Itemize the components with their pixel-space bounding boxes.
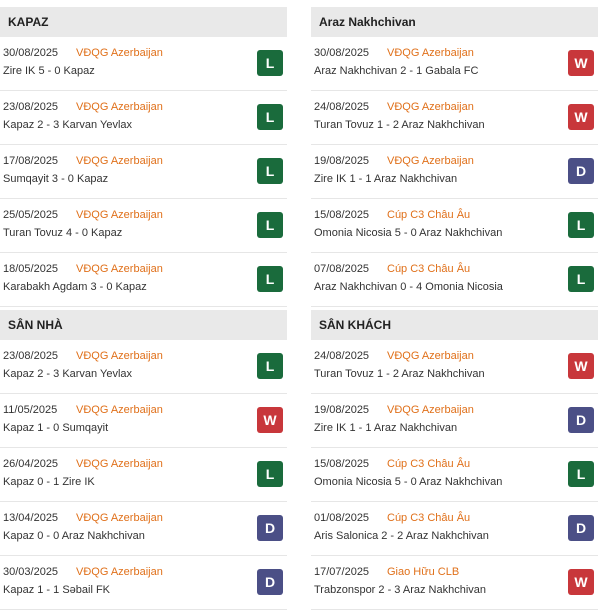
match-league[interactable]: VĐQG Azerbaijan — [76, 263, 163, 275]
match-date: 30/08/2025 — [314, 47, 370, 59]
match-date: 26/04/2025 — [3, 458, 59, 470]
match-score: Turan Tovuz 4 - 0 Kapaz — [3, 227, 123, 239]
section-title: KAPAZ — [8, 15, 49, 29]
match-league[interactable]: VĐQG Azerbaijan — [76, 101, 163, 113]
match-date: 24/08/2025 — [314, 101, 370, 113]
match-score: Aris Salonica 2 - 2 Araz Nakhchivan — [314, 530, 489, 542]
section-header-araz — [311, 7, 598, 37]
match-score: Karabakh Agdam 3 - 0 Kapaz — [3, 281, 147, 293]
match-row[interactable] — [311, 253, 598, 307]
result-badge: D — [257, 515, 283, 541]
match-league[interactable]: Cúp C3 Châu Âu — [387, 458, 471, 470]
match-date: 11/05/2025 — [3, 404, 58, 416]
match-league[interactable]: VĐQG Azerbaijan — [76, 350, 163, 362]
match-league[interactable]: VĐQG Azerbaijan — [76, 155, 163, 167]
result-badge: W — [568, 104, 594, 130]
match-row[interactable] — [0, 199, 287, 253]
match-score: Araz Nakhchivan 0 - 4 Omonia Nicosia — [314, 281, 503, 293]
result-badge: L — [568, 266, 594, 292]
result-badge: L — [257, 353, 283, 379]
match-row[interactable] — [0, 556, 287, 610]
match-row[interactable] — [311, 199, 598, 253]
section-title: Araz Nakhchivan — [319, 15, 416, 29]
match-score: Kapaz 1 - 0 Sumqayit — [3, 422, 109, 434]
match-date: 23/08/2025 — [3, 350, 59, 362]
match-score: Trabzonspor 2 - 3 Araz Nakhchivan — [314, 584, 487, 596]
match-score: Omonia Nicosia 5 - 0 Araz Nakhchivan — [314, 227, 503, 239]
match-row[interactable] — [311, 37, 598, 91]
match-league[interactable]: Cúp C3 Châu Âu — [387, 512, 471, 524]
match-score: Sumqayit 3 - 0 Kapaz — [3, 173, 109, 185]
match-league[interactable]: VĐQG Azerbaijan — [76, 404, 163, 416]
match-row[interactable] — [0, 340, 287, 394]
match-date: 17/07/2025 — [314, 566, 370, 578]
match-list-araz — [311, 37, 598, 307]
match-date: 13/04/2025 — [3, 512, 59, 524]
match-row[interactable] — [0, 91, 287, 145]
match-row[interactable] — [311, 556, 598, 610]
match-league[interactable]: Cúp C3 Châu Âu — [387, 263, 471, 275]
match-league[interactable]: VĐQG Azerbaijan — [387, 47, 474, 59]
section-header-san-khach — [311, 310, 598, 340]
match-league[interactable]: VĐQG Azerbaijan — [76, 458, 163, 470]
result-badge: D — [257, 569, 283, 595]
match-row[interactable] — [311, 145, 598, 199]
match-score: Kapaz 2 - 3 Karvan Yevlax — [3, 368, 133, 380]
match-score: Turan Tovuz 1 - 2 Araz Nakhchivan — [314, 368, 485, 380]
section-header-kapaz — [0, 7, 287, 37]
result-badge: L — [257, 266, 283, 292]
match-date: 24/08/2025 — [314, 350, 370, 362]
match-row[interactable] — [0, 448, 287, 502]
match-score: Kapaz 1 - 1 Səbail FK — [3, 584, 111, 596]
match-league[interactable]: VĐQG Azerbaijan — [76, 566, 163, 578]
match-date: 15/08/2025 — [314, 209, 370, 221]
match-date: 19/08/2025 — [314, 404, 370, 416]
match-row[interactable] — [311, 394, 598, 448]
match-list-san-khach — [311, 340, 598, 610]
match-row[interactable] — [311, 502, 598, 556]
section-title: SÂN KHÁCH — [319, 318, 391, 332]
match-score: Omonia Nicosia 5 - 0 Araz Nakhchivan — [314, 476, 503, 488]
section-header-san-nha — [0, 310, 287, 340]
result-badge: L — [257, 212, 283, 238]
match-row[interactable] — [311, 340, 598, 394]
result-badge: D — [568, 407, 594, 433]
match-league[interactable]: VĐQG Azerbaijan — [76, 512, 163, 524]
match-date: 01/08/2025 — [314, 512, 370, 524]
right-column — [311, 0, 598, 610]
result-badge: D — [568, 515, 594, 541]
match-score: Zire IK 5 - 0 Kapaz — [3, 65, 95, 77]
match-date: 19/08/2025 — [314, 155, 370, 167]
match-score: Zire IK 1 - 1 Araz Nakhchivan — [314, 422, 458, 434]
match-league[interactable]: Giao Hữu CLB — [387, 566, 460, 578]
match-row[interactable] — [311, 91, 598, 145]
match-league[interactable]: Cúp C3 Châu Âu — [387, 209, 471, 221]
result-badge: L — [257, 158, 283, 184]
result-badge: D — [568, 158, 594, 184]
match-league[interactable]: VĐQG Azerbaijan — [387, 350, 474, 362]
result-badge: W — [257, 407, 283, 433]
result-badge: L — [568, 212, 594, 238]
match-date: 23/08/2025 — [3, 101, 59, 113]
match-date: 30/03/2025 — [3, 566, 59, 578]
match-score: Kapaz 0 - 0 Araz Nakhchivan — [3, 530, 145, 542]
match-date: 30/08/2025 — [3, 47, 59, 59]
match-score: Kapaz 2 - 3 Karvan Yevlax — [3, 119, 133, 131]
result-badge: W — [568, 50, 594, 76]
result-badge: L — [257, 104, 283, 130]
match-row[interactable] — [0, 145, 287, 199]
match-score: Kapaz 0 - 1 Zire IK — [3, 476, 95, 488]
match-league[interactable]: VĐQG Azerbaijan — [76, 209, 163, 221]
result-badge: L — [257, 50, 283, 76]
match-league[interactable]: VĐQG Azerbaijan — [387, 155, 474, 167]
match-row[interactable] — [0, 394, 287, 448]
result-badge: W — [568, 353, 594, 379]
left-column — [0, 0, 287, 610]
match-score: Zire IK 1 - 1 Araz Nakhchivan — [314, 173, 458, 185]
section-title: SÂN NHÀ — [8, 318, 63, 332]
match-row[interactable] — [0, 37, 287, 91]
match-date: 15/08/2025 — [314, 458, 370, 470]
result-badge: W — [568, 569, 594, 595]
match-date: 07/08/2025 — [314, 263, 370, 275]
match-date: 17/08/2025 — [3, 155, 59, 167]
match-league[interactable]: VĐQG Azerbaijan — [387, 101, 474, 113]
match-league[interactable]: VĐQG Azerbaijan — [387, 404, 474, 416]
match-score: Turan Tovuz 1 - 2 Araz Nakhchivan — [314, 119, 485, 131]
match-date: 25/05/2025 — [3, 209, 59, 221]
result-badge: L — [257, 461, 283, 487]
match-list-kapaz — [0, 37, 287, 307]
match-row[interactable] — [0, 253, 287, 307]
match-row[interactable] — [0, 502, 287, 556]
match-row[interactable] — [311, 448, 598, 502]
match-date: 18/05/2025 — [3, 263, 59, 275]
match-list-san-nha — [0, 340, 287, 610]
match-league[interactable]: VĐQG Azerbaijan — [76, 47, 163, 59]
match-score: Araz Nakhchivan 2 - 1 Gabala FC — [314, 65, 479, 77]
result-badge: L — [568, 461, 594, 487]
